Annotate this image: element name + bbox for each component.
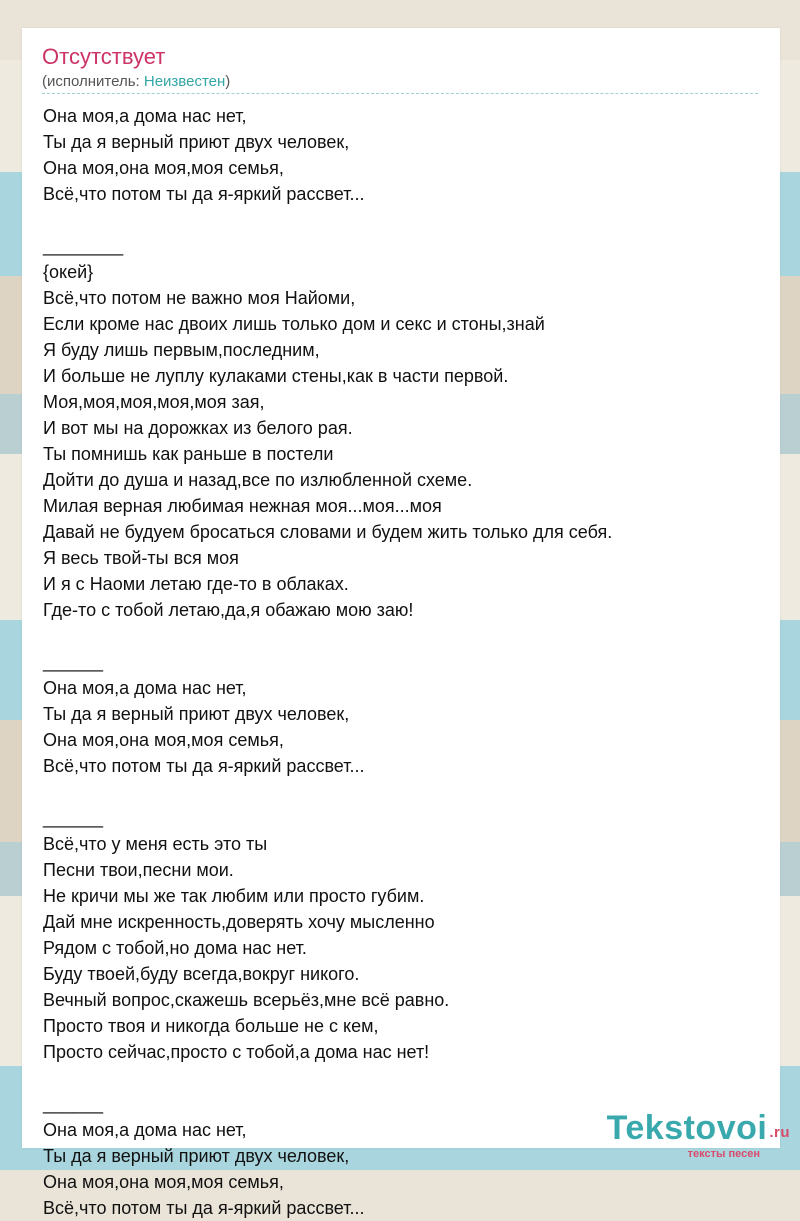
artist-suffix: ): [225, 73, 231, 90]
lyric-line: Она моя,она моя,моя семья,: [43, 730, 284, 750]
lyric-line: ______: [43, 808, 104, 828]
lyric-line: ________: [43, 236, 124, 256]
lyric-line: Рядом с тобой,но дома нас нет.: [43, 938, 307, 958]
lyric-line: Всё,что потом ты да я-яркий рассвет...: [43, 756, 365, 776]
lyric-line: Всё,что потом ты да я-яркий рассвет...: [43, 1198, 365, 1218]
header-divider: [42, 93, 758, 94]
lyric-line: Она моя,она моя,моя семья,: [43, 1172, 284, 1192]
lyric-line: Песни твои,песни мои.: [43, 860, 234, 880]
lyric-line: Ты помнишь как раньше в постели: [43, 444, 334, 464]
lyric-line: [43, 623, 612, 649]
lyric-line: Я весь твой-ты вся моя: [43, 548, 239, 568]
lyric-line: Ты да я верный приют двух человек,: [43, 1146, 350, 1166]
lyric-line: [43, 1065, 612, 1091]
lyrics-body: [43, 103, 612, 1221]
lyric-line: Буду твоей,буду всегда,вокруг никого.: [43, 964, 360, 984]
artist-link[interactable]: Неизвестен: [143, 73, 226, 90]
lyric-line: И я с Наоми летаю где-то в облаках.: [43, 574, 349, 594]
lyric-line: Моя,моя,моя,моя,моя зая,: [43, 392, 265, 412]
lyric-line: Она моя,она моя,моя семья,: [43, 158, 284, 178]
lyric-line: Она моя,а дома нас нет,: [43, 106, 247, 126]
lyric-line: Милая верная любимая нежная моя...моя...моя: [43, 496, 442, 516]
site-logo[interactable]: [607, 1111, 790, 1160]
artist-prefix: (исполнитель:: [42, 73, 144, 90]
lyric-line: ______: [43, 652, 104, 672]
lyric-line: {окей}: [43, 262, 94, 282]
lyric-line: Не кричи мы же так любим или просто губим.: [43, 886, 425, 906]
lyric-line: Она моя,а дома нас нет,: [43, 1120, 247, 1140]
lyric-line: Всё,что у меня есть это ты: [43, 834, 268, 854]
lyric-line: Я буду лишь первым,последним,: [43, 340, 320, 360]
lyric-line: Просто сейчас,просто с тобой,а дома нас нет!: [43, 1042, 430, 1062]
song-title: Отсутствует: [42, 44, 166, 69]
lyric-line: Дойти до душа и назад,все по излюбленной схеме.: [43, 470, 473, 490]
lyric-line: Дай мне искренность,доверять хочу мысленно: [43, 912, 435, 932]
lyric-line: Где-то с тобой летаю,да,я обажаю мою заю!: [43, 600, 414, 620]
lyric-line: Если кроме нас двоих лишь только дом и секс и стоны,знай: [43, 314, 545, 334]
lyric-line: Давай не будуем бросаться словами и будем жить только для себя.: [43, 522, 613, 542]
logo-name: Tekstovoi: [606, 1109, 768, 1147]
lyric-line: Ты да я верный приют двух человек,: [43, 132, 350, 152]
logo-tld: .ru: [769, 1124, 790, 1141]
logo-tagline: тексты песен: [687, 1148, 760, 1160]
lyric-line: Ты да я верный приют двух человек,: [43, 704, 350, 724]
lyric-line: ______: [43, 1094, 104, 1114]
lyric-line: И вот мы на дорожках из белого рая.: [43, 418, 353, 438]
logo-wordmark: [607, 1111, 790, 1150]
song-artist-line: [42, 73, 230, 91]
lyric-line: [43, 207, 612, 233]
lyric-line: Она моя,а дома нас нет,: [43, 678, 247, 698]
lyric-line: Вечный вопрос,скажешь всерьёз,мне всё равно.: [43, 990, 450, 1010]
lyric-line: Всё,что потом не важно моя Найоми,: [43, 288, 356, 308]
lyric-line: И больше не луплу кулаками стены,как в части первой.: [43, 366, 509, 386]
lyric-line: Всё,что потом ты да я-яркий рассвет...: [43, 184, 365, 204]
lyric-line: [43, 779, 612, 805]
lyric-line: Просто твоя и никогда больше не с кем,: [43, 1016, 379, 1036]
